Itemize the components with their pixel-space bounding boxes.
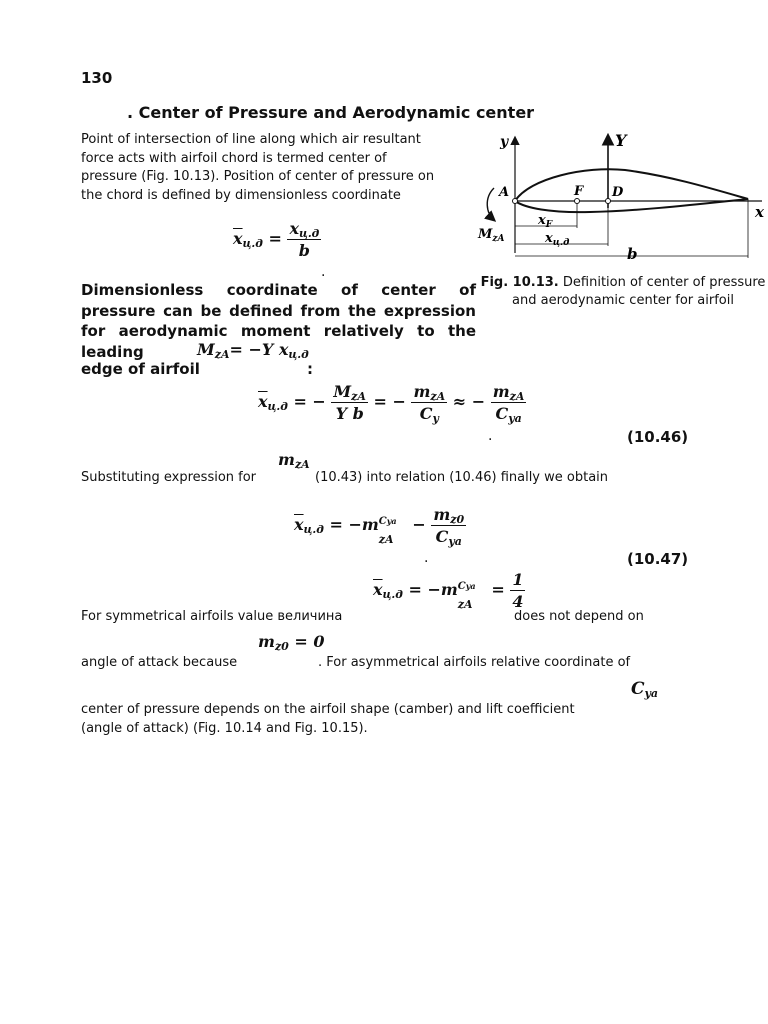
closing-line-1: center of pressure depends on the airfoil shape (camber) and lift coefficient <box>81 702 575 717</box>
intro-line: force acts with airfoil chord is termed center of <box>81 150 387 166</box>
equation-number-10-46: (10.46) <box>627 428 689 446</box>
equation-10-47: $\overline{x}ц.д = -m$ Cya zA − $\frac{mz0}{\text{Cya}}$ <box>294 505 465 548</box>
moment-expression: MzA= −Y xц.д <box>197 340 309 361</box>
section-heading: . Center of Pressure and Aerodynamic center <box>127 103 535 122</box>
label-xcd: $x_{ц.д}$ <box>545 231 570 248</box>
mza-symbol: mzA <box>278 450 310 471</box>
point-d <box>606 199 611 204</box>
intro-line: Point of intersection of line along which air resultant <box>81 132 421 147</box>
bold-paragraph-last-line: edge of airfoil <box>81 360 200 378</box>
equation-dot: . <box>488 428 493 444</box>
label-A: A <box>499 185 510 200</box>
intro-line: pressure (Fig. 10.13). Position of center of pressure on <box>81 169 435 184</box>
equation-number-10-47: (10.47) <box>627 550 689 568</box>
substituting-after: (10.43) into relation (10.46) finally we obtain <box>315 470 609 485</box>
angle-after: . For asymmetrical airfoils relative coordinate of <box>318 655 631 670</box>
intro-paragraph <box>81 131 434 205</box>
label-b: b <box>627 245 638 263</box>
figure-caption <box>478 274 768 310</box>
label-F: F <box>574 184 584 199</box>
airfoil-figure <box>470 128 768 268</box>
label-D: D <box>612 185 624 200</box>
point-a <box>513 199 518 204</box>
label-mza: $M_{zA}$ <box>478 227 505 244</box>
label-Y: Y <box>615 131 627 150</box>
equation-symmetric: $\overline{x}ц.д = -m$ Cya zA = $\frac{1}{4}$ <box>373 570 524 611</box>
substituting-before: Substituting expression for <box>81 470 257 485</box>
airfoil-shape <box>515 169 748 212</box>
moment-arrow <box>487 188 494 220</box>
label-y: y <box>500 134 509 150</box>
mz0-equation: mz0 = 0 <box>258 632 325 653</box>
label-xf: $x_F$ <box>538 213 553 230</box>
equation-cp-coordinate: $\overline{x}ц.д$ = $\frac{xц.д}{b}$ <box>233 219 320 260</box>
equation-10-46: $\overline{x}ц.д$ = − $\frac{\text{MzA}}{\text{Y b}}$ = − $\frac{\text{mzA}}{Cy}$ ≈ − $\frac{\text{mzA}}{\text{Cya}}$ <box>258 382 525 425</box>
symmetric-after: does not depend on <box>514 609 644 624</box>
cya-symbol: Cya <box>631 679 659 700</box>
caption-text: Definition of center of pressure and aerodynamic center for airfoil <box>512 275 766 308</box>
page-number: 130 <box>81 69 113 87</box>
caption-bold: Fig. 10.13. <box>480 275 559 290</box>
intro-line: the chord is defined by dimensionless coordinate <box>81 187 401 203</box>
equation-dot: . <box>321 264 326 280</box>
symmetric-before: For symmetrical airfoils value величина <box>81 609 343 624</box>
label-x: x <box>755 203 764 221</box>
colon: : <box>307 360 313 378</box>
equation-dot: . <box>424 550 429 566</box>
closing-line-2: (angle of attack) (Fig. 10.14 and Fig. 10.15). <box>81 721 368 736</box>
point-f <box>575 199 580 204</box>
angle-before: angle of attack because <box>81 655 238 670</box>
bold-paragraph: Dimensionless coordinate of center of pressure can be defined from the expression for aerodynamic moment relatively to the leading <box>81 281 476 361</box>
